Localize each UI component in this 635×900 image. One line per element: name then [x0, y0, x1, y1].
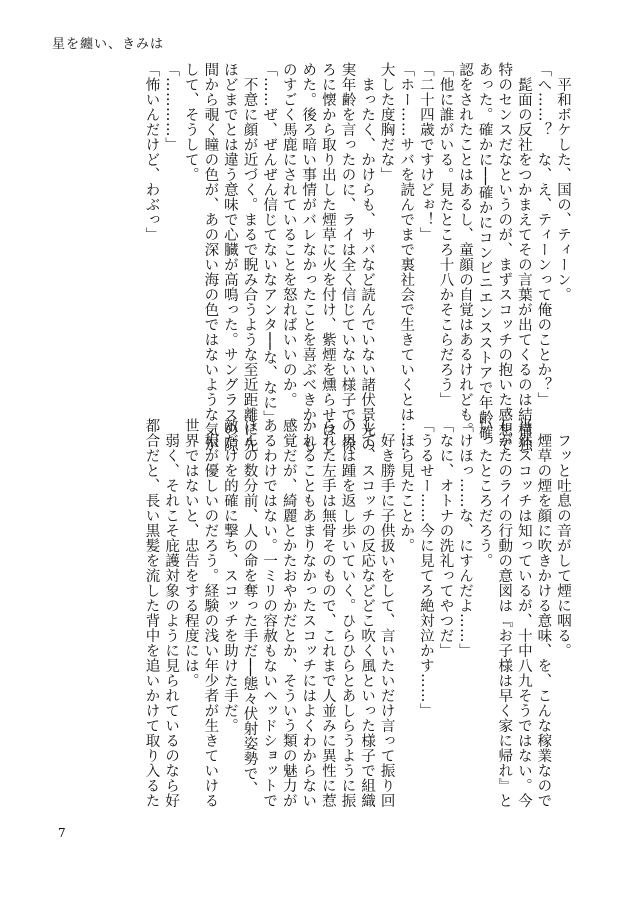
text-line: 「他に誰がいる。見たところ十八かそこらだろう」	[437, 62, 454, 407]
text-line: 「なに、オトナの洗礼ってやつだ」	[437, 418, 454, 658]
text-line: 「けほっ……な、にすんだよ……」	[457, 418, 474, 658]
text-line: 「へ……？ な、え、ティーンって俺のことか？」	[535, 62, 552, 407]
text-line: あった。確かに──確かにコンビニエンスストアで年齢確	[476, 62, 493, 441]
text-line: 「二十四歳ですけどぉ！」	[417, 62, 434, 242]
text-line: 大した度胸だな」	[378, 62, 395, 182]
running-header: 星を纏い、きみは	[52, 37, 165, 52]
text-line: あるわけではない。一ミリの容赦もないヘッドショットで	[261, 418, 278, 808]
text-line: 「うるせー……今に見てろ絶対泣かす……」	[417, 418, 434, 718]
text-line: めた。後ろ暗い事情がバレなかったことを喜ぶべきか、も	[300, 62, 317, 452]
text-line: いったところだろう。	[476, 418, 493, 568]
lower-text-block	[58, 418, 572, 808]
text-line: ろに懐から取り出した煙草に火を付け、紫煙を燻らせはじ	[319, 62, 336, 452]
text-line: しがたのライの行動の意図は『お子様は早く家に帰れ』と	[496, 418, 513, 808]
text-line: ほんの数分前、人の命を奪った手だ──態々伏射姿勢で、	[241, 418, 258, 797]
text-line: 「……ぜ、ぜんぜん信じてないなアンタ──な、なに」	[261, 62, 278, 426]
text-line: の男は踵を返し歩いていく。ひらひらとあしらうように振	[339, 418, 356, 808]
text-line: かれることもあまりなかったスコッチにはよくわからない	[300, 418, 317, 808]
text-line: 「ホー……サバを読んでまで裏社会で生きていくとは……	[398, 62, 415, 452]
text-line: のすごく馬鹿にされていることを怒ればいいのか。	[280, 62, 297, 407]
text-line: 「…………」	[163, 62, 180, 152]
text-line: 特のセンスだなというのが、まずスコッチの抱いた感想で	[496, 62, 513, 452]
text-line: して、そうして。	[182, 62, 199, 182]
text-line: 世界ではないと、忠告をする程度には。	[182, 418, 199, 688]
text-line: 平和ボケした、国の、ティーン。	[555, 62, 571, 302]
text-line: 都合だと、長い黒髪を流した背中を追いかけて取り入るた	[143, 418, 160, 808]
text-line: して、スコッチの反応などどこ吹く風といった様子で組織	[359, 418, 376, 808]
text-line: 実年齢を言ったのに、ライは全く信じていない様子で、徐	[339, 62, 356, 452]
text-line: ほら見たことか。	[398, 418, 415, 553]
page-number: 7	[58, 826, 66, 840]
text-line: フッと吐息の音がして煙に咽る。	[555, 418, 571, 658]
text-line: 弱く、それこそ庇護対象のように見られているのなら好	[163, 418, 180, 808]
text-line: 好き勝手に子供扱いをして、言いたいだけ言って振り回	[378, 418, 395, 808]
text-line: ほどまでとは違う意味で心臓が高鳴った。サングラスの隙	[221, 62, 238, 452]
text-line: られた左手は無骨そのもので、これまで人並みに異性に惹	[319, 418, 336, 808]
text-line: 当然スコッチは知っているが、十中八九そうではない。今	[515, 418, 532, 808]
upper-text-block	[50, 62, 572, 452]
text-line: 感覚だが、綺麗とかたおやかだとか、そういう類の魅力が	[280, 418, 297, 808]
text-line: 敵だけを的確に撃ち、スコッチを助けた手だ。	[221, 418, 238, 733]
text-line: 間から覗く瞳の色が、あの深い海の色ではないような気が	[202, 62, 219, 452]
text-line: 髭面の反社をつかまえてその言葉が出てくるのは結構独	[515, 62, 532, 452]
text-line: 不意に顔が近づく。まるで睨み合うような至近距離に先	[241, 62, 258, 452]
text-line: 認をされたことはあるし、童顔の自覚はあるけれども。	[457, 62, 474, 437]
text-line: 煙草の煙を顔に吹きかける意味、を、こんな稼業なので	[535, 418, 552, 808]
text-line: まったく、かけらも、サバなど読んでいない諸伏景光の	[359, 62, 376, 452]
text-line: 「怖いんだけど、わぶっ」	[143, 62, 160, 242]
text-line: 根が優しいのだろう。経験の浅い年少者が生きていける	[202, 418, 219, 808]
